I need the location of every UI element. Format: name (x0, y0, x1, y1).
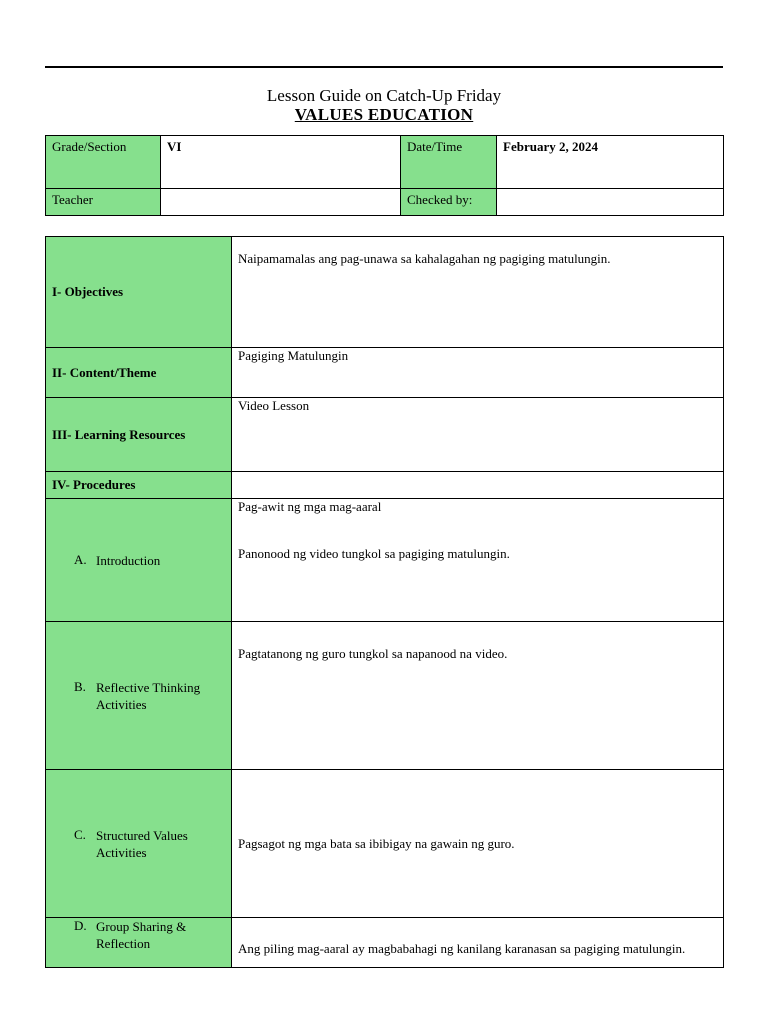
procedure-b-content: Pagtatanong ng guro tungkol sa napanood na video. (232, 622, 724, 770)
resources-label: III- Learning Resources (46, 398, 232, 472)
procedures-content (232, 472, 724, 499)
resources-row (46, 398, 724, 472)
objectives-content: Naipamamalas ang pag-unawa sa kahalagahan ng pagiging matulungin. (232, 237, 724, 348)
procedure-a-line2: Panonood ng video tungkol sa pagiging matulungin. (238, 546, 510, 561)
procedure-b-text-line1: Reflective Thinking (96, 679, 201, 695)
procedure-a-row (46, 499, 724, 622)
procedure-c-content: Pagsagot ng mga bata sa ibibigay na gawain ng guro. (232, 770, 724, 918)
procedure-d-content: Ang piling mag-aaral ay magbabahagi ng kanilang karanasan sa pagiging matulungin. (232, 918, 724, 968)
lesson-table (45, 236, 724, 968)
procedure-a-line1: Pag-awit ng mga mag-aaral (238, 499, 382, 514)
procedure-a-letter: A. (74, 551, 87, 567)
grade-section-value: VI (161, 136, 401, 189)
procedure-c-row (46, 770, 724, 918)
checked-by-label: Checked by: (401, 189, 497, 216)
procedure-a-label (46, 499, 232, 622)
procedure-d-text-line1: Group Sharing & (96, 919, 187, 934)
page-subtitle: VALUES EDUCATION (294, 105, 474, 124)
procedure-b-row (46, 622, 724, 770)
info-table (45, 135, 724, 216)
checked-by-value (497, 189, 724, 216)
procedures-row (46, 472, 724, 499)
procedure-d-row (46, 918, 724, 968)
teacher-value (161, 189, 401, 216)
content-theme-row (46, 348, 724, 398)
content-theme-content: Pagiging Matulungin (232, 348, 724, 398)
procedure-d-letter: D. (74, 918, 87, 933)
procedures-label: IV- Procedures (46, 472, 232, 499)
header-rule (45, 66, 723, 68)
date-time-value: February 2, 2024 (497, 136, 724, 189)
procedure-b-label (46, 622, 232, 770)
date-time-label: Date/Time (401, 136, 497, 189)
procedure-c-text-line2: Activities (96, 844, 147, 860)
content-theme-label: II- Content/Theme (46, 348, 232, 398)
procedure-d-text-line2: Reflection (96, 936, 151, 951)
procedure-c-text-line1: Structured Values (96, 827, 188, 843)
procedure-a-content (232, 499, 724, 622)
procedure-c-label (46, 770, 232, 918)
objectives-label: I- Objectives (46, 237, 232, 348)
resources-content: Video Lesson (232, 398, 724, 472)
procedure-b-text-line2: Activities (96, 696, 147, 712)
teacher-label: Teacher (46, 189, 161, 216)
procedure-b-letter: B. (74, 678, 86, 694)
page-title: Lesson Guide on Catch-Up Friday (266, 86, 502, 105)
grade-section-label: Grade/Section (46, 136, 161, 189)
procedure-d-label (46, 918, 232, 968)
objectives-row (46, 237, 724, 348)
procedure-a-text: Introduction (96, 552, 161, 568)
procedure-c-letter: C. (74, 826, 86, 842)
